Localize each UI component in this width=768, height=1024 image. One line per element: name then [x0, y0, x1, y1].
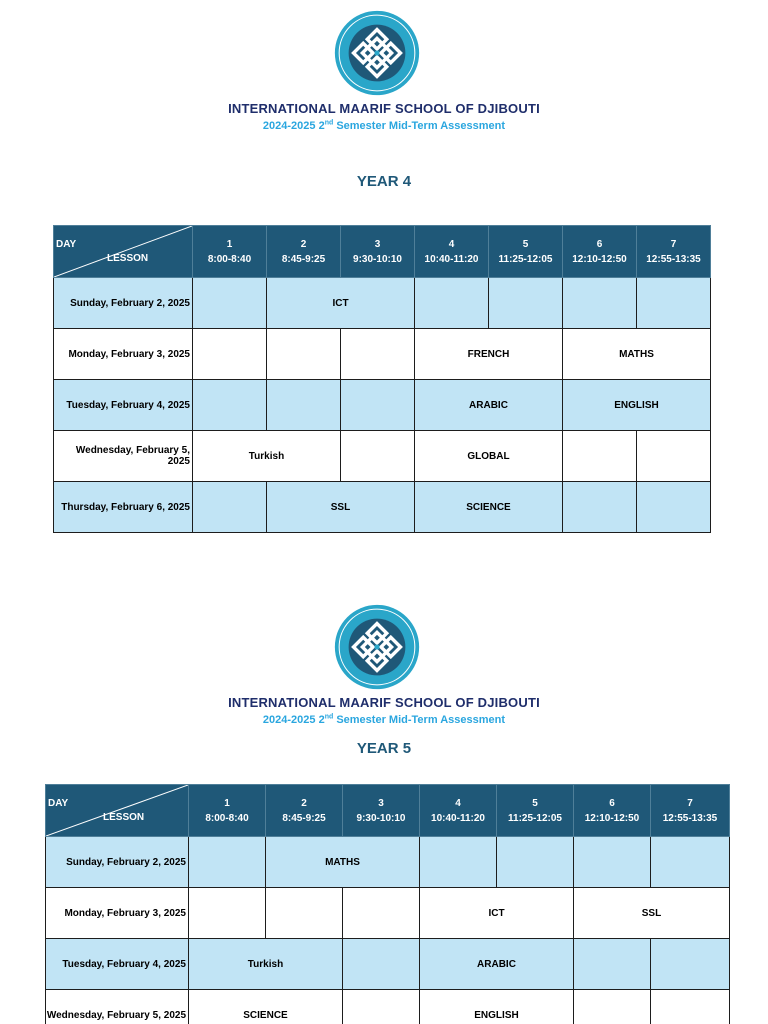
table-row	[54, 380, 711, 431]
lesson-cell	[574, 837, 651, 888]
lesson-cell: ENGLISH	[420, 990, 574, 1024]
row-date: Tuesday, February 4, 2025	[46, 939, 189, 990]
lesson-cell	[415, 278, 489, 329]
lesson-cell: SCIENCE	[415, 482, 563, 533]
lesson-cell	[651, 990, 730, 1024]
period-header-5: 5 11:25-12:05	[489, 226, 563, 278]
school-logo-icon	[334, 604, 420, 690]
lesson-cell: FRENCH	[415, 329, 563, 380]
lesson-cell: SCIENCE	[189, 990, 343, 1024]
period-header-4: 4 10:40-11:20	[420, 785, 497, 837]
lesson-cell	[193, 380, 267, 431]
corner-header	[54, 226, 193, 278]
table-row	[46, 990, 730, 1024]
semester-title: 2024-2025 2nd Semester Mid-Term Assessment	[262, 119, 506, 132]
row-date: Sunday, February 2, 2025	[54, 278, 193, 329]
lesson-cell	[563, 482, 637, 533]
lesson-cell: MATHS	[266, 837, 420, 888]
lesson-cell: ICT	[420, 888, 574, 939]
lesson-cell: ARABIC	[420, 939, 574, 990]
table-row	[54, 329, 711, 380]
lesson-cell	[574, 939, 651, 990]
lesson-cell: ENGLISH	[563, 380, 711, 431]
row-date: Monday, February 3, 2025	[54, 329, 193, 380]
table-row	[54, 278, 711, 329]
lesson-cell: ARABIC	[415, 380, 563, 431]
lesson-cell	[489, 278, 563, 329]
period-header-7: 7 12:55-13:35	[637, 226, 711, 278]
semester-title: 2024-2025 2nd Semester Mid-Term Assessment	[262, 713, 506, 726]
lesson-cell	[563, 278, 637, 329]
lesson-cell	[343, 990, 420, 1024]
lesson-cell	[651, 837, 730, 888]
period-header-4: 4 10:40-11:20	[415, 226, 489, 278]
period-header-5: 5 11:25-12:05	[497, 785, 574, 837]
corner-header	[46, 785, 189, 837]
period-header-3: 3 9:30-10:10	[341, 226, 415, 278]
lesson-cell: Turkish	[189, 939, 343, 990]
timetable-year4	[53, 225, 711, 533]
lesson-cell: Turkish	[193, 431, 341, 482]
table-row	[46, 888, 730, 939]
lesson-cell	[266, 888, 343, 939]
lesson-cell	[267, 329, 341, 380]
lesson-cell	[637, 482, 711, 533]
lesson-cell: SSL	[267, 482, 415, 533]
lesson-cell	[637, 431, 711, 482]
lesson-cell	[267, 380, 341, 431]
period-header-2: 2 8:45-9:25	[266, 785, 343, 837]
lesson-cell	[637, 278, 711, 329]
period-header-7: 7 12:55-13:35	[651, 785, 730, 837]
period-header-6: 6 12:10-12:50	[574, 785, 651, 837]
table-row	[46, 837, 730, 888]
lesson-cell	[497, 837, 574, 888]
lesson-cell	[193, 482, 267, 533]
school-name: INTERNATIONAL MAARIF SCHOOL OF DJIBOUTI	[228, 101, 540, 116]
row-date: Wednesday, February 5, 2025	[54, 431, 193, 482]
lesson-cell: MATHS	[563, 329, 711, 380]
year-title: YEAR 4	[356, 173, 412, 190]
lesson-cell	[341, 431, 415, 482]
period-header-2: 2 8:45-9:25	[267, 226, 341, 278]
school-name: INTERNATIONAL MAARIF SCHOOL OF DJIBOUTI	[228, 695, 540, 710]
period-header-3: 3 9:30-10:10	[343, 785, 420, 837]
lesson-cell	[574, 990, 651, 1024]
lesson-cell	[420, 837, 497, 888]
lesson-cell: SSL	[574, 888, 730, 939]
period-header-1: 1 8:00-8:40	[193, 226, 267, 278]
row-date: Wednesday, February 5, 2025	[46, 990, 189, 1024]
table-row	[54, 482, 711, 533]
day-label: DAY	[56, 239, 77, 250]
day-label: DAY	[48, 798, 69, 809]
lesson-cell: ICT	[267, 278, 415, 329]
lesson-cell	[341, 329, 415, 380]
lesson-cell	[189, 837, 266, 888]
lesson-cell	[651, 939, 730, 990]
lesson-cell: GLOBAL	[415, 431, 563, 482]
lesson-cell	[193, 329, 267, 380]
lesson-cell	[343, 939, 420, 990]
row-date: Thursday, February 6, 2025	[54, 482, 193, 533]
table-row	[46, 939, 730, 990]
lesson-cell	[193, 278, 267, 329]
period-header-6: 6 12:10-12:50	[563, 226, 637, 278]
row-date: Tuesday, February 4, 2025	[54, 380, 193, 431]
lesson-label: LESSON	[107, 253, 149, 264]
timetable-year5	[45, 784, 730, 1024]
year-title: YEAR 5	[356, 740, 412, 757]
lesson-label: LESSON	[103, 812, 145, 823]
lesson-cell	[563, 431, 637, 482]
lesson-cell	[343, 888, 420, 939]
period-header-1: 1 8:00-8:40	[189, 785, 266, 837]
row-date: Sunday, February 2, 2025	[46, 837, 189, 888]
lesson-cell	[189, 888, 266, 939]
row-date: Monday, February 3, 2025	[46, 888, 189, 939]
table-row	[54, 431, 711, 482]
lesson-cell	[341, 380, 415, 431]
school-logo-icon	[334, 10, 420, 96]
